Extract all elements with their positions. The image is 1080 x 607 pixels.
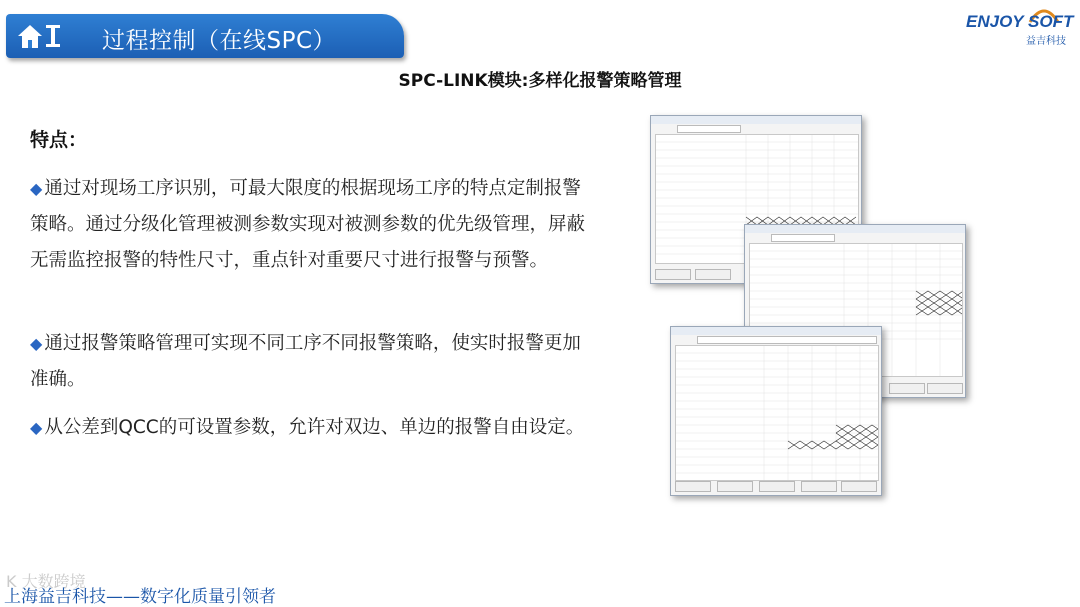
page-title: 过程控制（在线SPC） <box>102 28 337 54</box>
slide-title: SPC-LINK模块:多样化报警策略管理 <box>398 71 682 91</box>
features-heading: 特点： <box>30 129 88 151</box>
strategy-name-field <box>697 336 877 344</box>
alarm-strategy-screenshot-3 <box>670 326 882 496</box>
header-bar <box>6 14 404 58</box>
window-titlebar <box>745 225 965 233</box>
window-button <box>675 481 711 492</box>
strategy-name-field <box>771 234 835 242</box>
window-button <box>759 481 795 492</box>
logo-subtitle: 益吉科技 <box>1026 36 1066 47</box>
window-titlebar <box>651 116 861 124</box>
logo-text: ENJOY SOFT <box>966 12 1074 31</box>
diamond-bullet-icon: ◆ <box>30 179 43 198</box>
window-titlebar <box>671 327 881 335</box>
company-logo <box>966 10 1074 47</box>
footer-slogan: 上海益吉科技——数字化质量引领者 <box>4 587 276 607</box>
window-button <box>889 383 925 394</box>
watermark: K 大数跨境 <box>6 572 86 591</box>
diamond-bullet-icon: ◆ <box>30 418 43 437</box>
bullet-item: ◆ 通过报警策略管理可实现不同工序不同报警策略，使实时报警更加准确。 <box>30 333 581 390</box>
window-button <box>695 269 731 280</box>
window-button <box>717 481 753 492</box>
diamond-bullet-icon: ◆ <box>30 334 43 353</box>
strategy-table <box>675 345 879 481</box>
bullet-item: ◆ 通过对现场工序识别，可最大限度的根据现场工序的特点定制报警策略。通过分级化管理被测参数实现对被测参数的优先级管理，屏蔽无需监控报警的特性尺寸，重点针对重要尺寸进行报警与预警。 <box>30 178 586 271</box>
home-icon <box>14 18 64 54</box>
window-button <box>927 383 963 394</box>
window-button <box>841 481 877 492</box>
bullet-item: ◆ 从公差到QCC的可设置参数，允许对双边、单边的报警自由设定。 <box>30 417 585 438</box>
strategy-name-field <box>677 125 741 133</box>
window-button <box>801 481 837 492</box>
window-button <box>655 269 691 280</box>
